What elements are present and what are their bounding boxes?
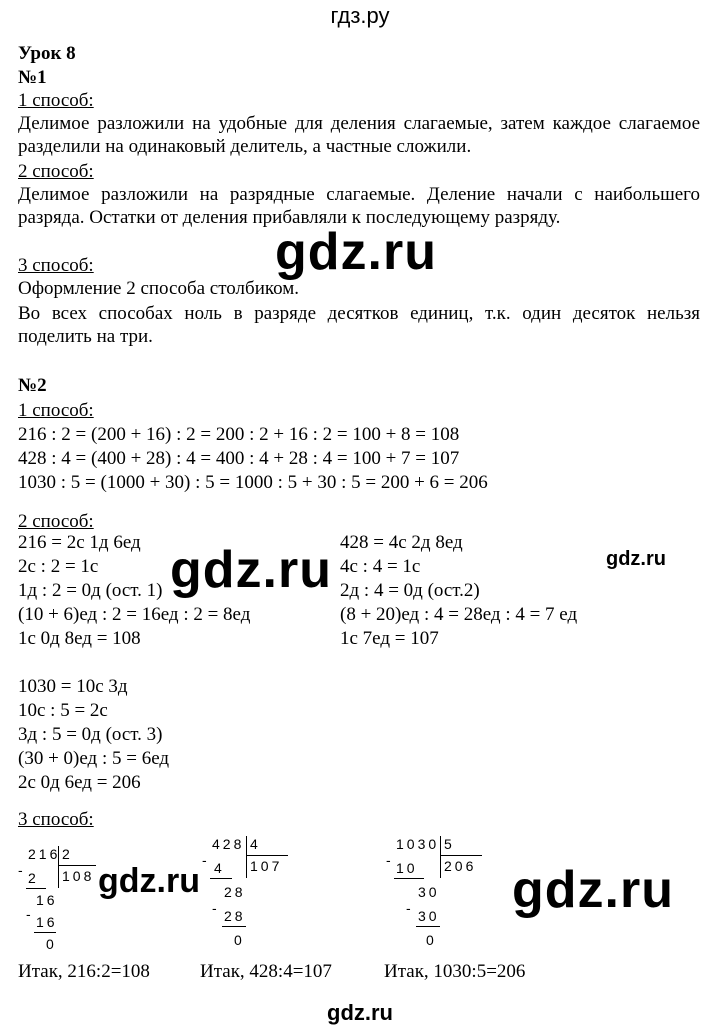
method2-third-line: (30 + 0)ед : 5 = 6ед xyxy=(18,748,170,769)
method2-left-line: 2с : 2 = 1с xyxy=(18,556,99,577)
task2-method1-line: 428 : 4 = (400 + 28) : 4 = 400 : 4 + 28 : 4 = 100 + 7 = 107 xyxy=(18,448,460,469)
task2-method2-label: 2 способ: xyxy=(18,511,94,532)
partial-remainder: 28 xyxy=(224,884,246,900)
task1-method3-label: 3 способ: xyxy=(18,255,94,276)
minus-sign: - xyxy=(202,852,210,868)
dividend: 1030 xyxy=(396,836,440,852)
divisor: 4 xyxy=(250,836,261,852)
quotient: 107 xyxy=(250,858,283,874)
method2-third-line: 2с 0д 6ед = 206 xyxy=(18,772,141,793)
dividend: 428 xyxy=(212,836,245,852)
method2-left-line: 1д : 2 = 0д (ост. 1) xyxy=(18,580,163,601)
task1-number: №1 xyxy=(18,67,47,88)
watermark-logo: gdz.ru xyxy=(512,861,674,919)
task1-note: Во всех способах ноль в разряде десятков единиц, т.к. один десяток нельзя поделить на три. xyxy=(18,303,700,347)
remainder: 0 xyxy=(234,932,245,948)
method2-right-line: 4с : 4 = 1с xyxy=(340,556,421,577)
dividend: 216 xyxy=(28,846,61,862)
task2-method1-line: 1030 : 5 = (1000 + 30) : 5 = 1000 : 5 + 30 : 5 = 200 + 6 = 206 xyxy=(18,472,488,493)
method2-right-line: 428 = 4с 2д 8ед xyxy=(340,532,463,553)
long-division-1030 xyxy=(384,828,514,958)
watermark-logo: gdz.ru xyxy=(275,223,437,281)
method2-third-line: 3д : 5 = 0д (ост. 3) xyxy=(18,724,163,745)
method2-right-line: 1с 7ед = 107 xyxy=(340,628,439,649)
method2-left-line: 1с 0д 8ед = 108 xyxy=(18,628,141,649)
task2-method1-label: 1 способ: xyxy=(18,400,94,421)
division-result: Итак, 428:4=107 xyxy=(200,961,332,982)
method2-left-line: (10 + 6)ед : 2 = 16ед : 2 = 8ед xyxy=(18,604,251,625)
division-result: Итак, 1030:5=206 xyxy=(384,961,526,982)
task2-number: №2 xyxy=(18,375,47,396)
watermark-logo: gdz.ru xyxy=(98,862,200,900)
partial-remainder: 30 xyxy=(418,884,440,900)
subtrahend: 4 xyxy=(214,860,225,876)
minus-sign: - xyxy=(212,900,220,916)
quotient: 108 xyxy=(62,868,95,884)
subtrahend: 16 xyxy=(36,914,58,930)
watermark-logo: gdz.ru xyxy=(170,541,332,599)
task2-method3-label: 3 способ: xyxy=(18,809,94,830)
watermark-bottom: gdz.ru xyxy=(327,1000,393,1025)
watermark-top: гдз.ру xyxy=(330,3,390,28)
minus-sign: - xyxy=(26,906,34,922)
partial-remainder: 16 xyxy=(36,892,58,908)
method2-right-line: (8 + 20)ед : 4 = 28ед : 4 = 7 ед xyxy=(340,604,578,625)
subtrahend: 28 xyxy=(224,908,246,924)
minus-sign: - xyxy=(406,900,414,916)
division-result: Итак, 216:2=108 xyxy=(18,961,150,982)
method2-third-line: 1030 = 10с 3д xyxy=(18,676,128,697)
watermark-logo: gdz.ru xyxy=(606,548,666,570)
divisor: 2 xyxy=(62,846,73,862)
task1-method1-label: 1 способ: xyxy=(18,90,94,111)
subtrahend: 2 xyxy=(28,870,39,886)
remainder: 0 xyxy=(426,932,437,948)
minus-sign: - xyxy=(386,852,394,868)
task1-method2-label: 2 способ: xyxy=(18,161,94,182)
subtrahend: 30 xyxy=(418,908,440,924)
task1-method1-text: Делимое разложили на удобные для деления слагаемые, затем каждое слагаемое разделили на одинаковый делитель, а частные сложили. xyxy=(18,113,700,157)
method2-right-line: 2д : 4 = 0д (ост.2) xyxy=(340,580,480,601)
method2-left-line: 216 = 2с 1д 6ед xyxy=(18,532,141,553)
method2-third-line: 10с : 5 = 2с xyxy=(18,700,108,721)
task1-method3-text: Оформление 2 способа столбиком. xyxy=(18,278,300,299)
lesson-title: Урок 8 xyxy=(18,43,76,64)
remainder: 0 xyxy=(46,936,57,952)
minus-sign: - xyxy=(18,862,26,878)
divisor: 5 xyxy=(444,836,455,852)
long-division-428 xyxy=(200,828,320,958)
subtrahend: 10 xyxy=(396,860,418,876)
quotient: 206 xyxy=(444,858,477,874)
task2-method1-line: 216 : 2 = (200 + 16) : 2 = 200 : 2 + 16 : 2 = 100 + 8 = 108 xyxy=(18,424,460,445)
task1-method2-text: Делимое разложили на разрядные слагаемые. Деление начали с наибольшего разряда. Остатки от деления прибавляли к последующему разряду. xyxy=(18,184,700,228)
